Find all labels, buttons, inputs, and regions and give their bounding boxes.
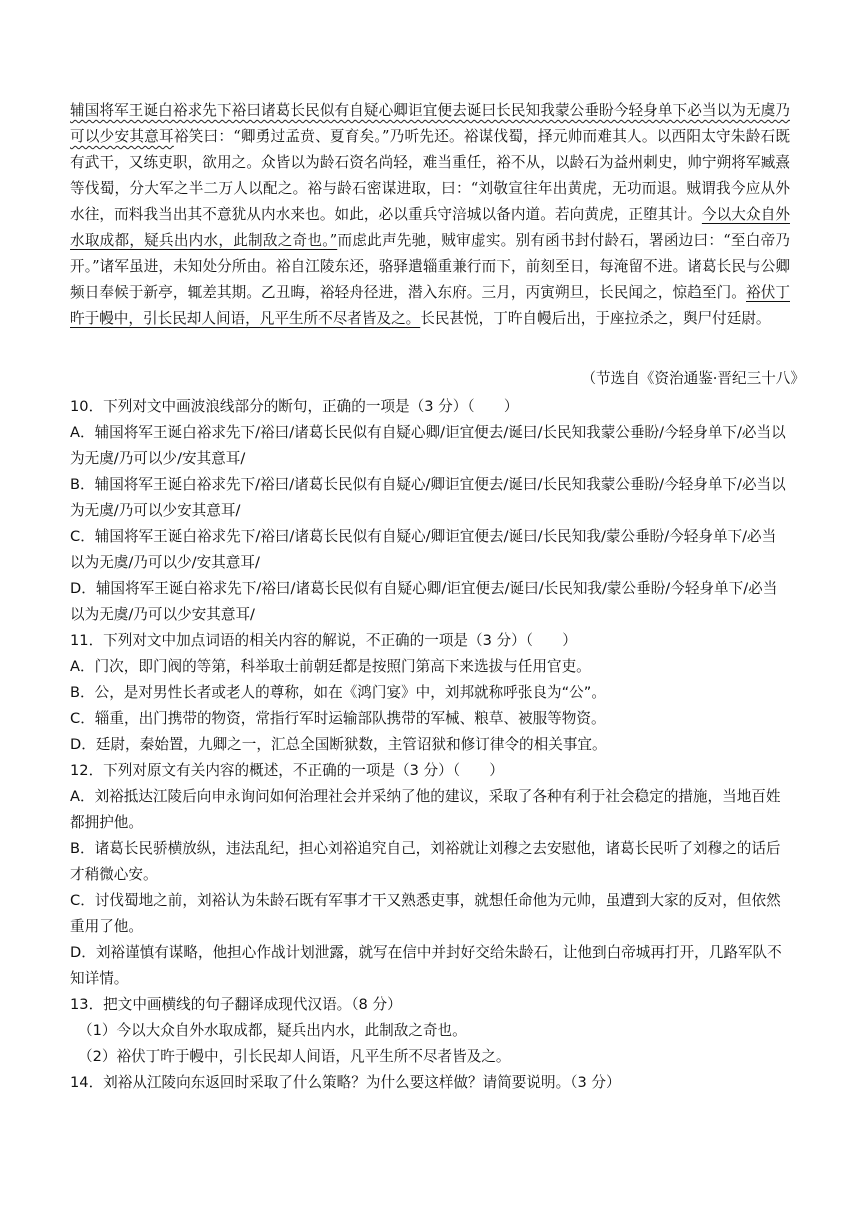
question-option: A．刘裕抵达江陵后向申永询问如何治理社会并采纳了他的建议，采取了各种有利于社会稳定的措施，当地百姓都拥护他。 xyxy=(70,788,781,831)
question-option: D．辅国将军王诞白裕求先下/裕曰/诸葛长民似有自疑心卿/讵宜便去/诞曰/长民知我/蒙公垂盼/今轻身单下/必当以为无虞/乃可以少安其意耳/ xyxy=(70,580,778,623)
question-stem: 10．下列对文中画波浪线部分的断句，正确的一项是（3 分）（ ） xyxy=(70,398,519,415)
wavy-underlined-text: 辅国将军王诞白裕求先下裕曰诸葛长民似有自疑心卿讵宜便去诞曰长民知我蒙公垂盼今轻身单下必当以为无虞乃可以少安其意耳 xyxy=(70,102,790,145)
question-option: A．门次，即门阀的等第，科举取士前朝廷都是按照门第高下来选拔与任用官吏。 xyxy=(70,658,591,675)
question-stem: 13．把文中画横线的句子翻译成现代汉语。（8 分） xyxy=(70,996,402,1013)
question-option: （1）今以大众自外水取成都，疑兵出内水，此制敌之奇也。 xyxy=(78,1022,467,1039)
passage xyxy=(70,98,790,332)
question-option: A．辅国将军王诞白裕求先下/裕曰/诸葛长民似有自疑心卿/讵宜便去/诞曰/长民知我蒙公垂盼/今轻身单下/必当以为无虞/乃可以少/安其意耳/ xyxy=(70,424,786,467)
passage-text: 而虑此声先驰，贼审虚实。别有函书封付龄石，署函边曰：“至白帝乃开。”诸军虽进，未知处分所由。裕自江陵东还，骆驿遣辎重兼行而下，前刻至日，每淹留不进。诸葛长民与公卿频日奉候于新亭，辄差其期。乙丑晦，裕轻舟径进，潜入东府。三月，丙寅朔旦，长民闻之，惊趋至门。 xyxy=(70,232,790,301)
question-option: C．辅国将军王诞白裕求先下/裕曰/诸葛长民似有自疑心/卿讵宜便去/诞曰/长民知我/蒙公垂盼/今轻身单下/必当以为无虞/乃可以少/安其意耳/ xyxy=(70,528,777,571)
question-stem: 14．刘裕从江陵向东返回时采取了什么策略？为什么要这样做？请简要说明。（3 分） xyxy=(70,1074,621,1091)
underlined-sentence-1: 今以大众自外水取成都，疑兵出内水，此制敌之奇也。” xyxy=(70,206,790,249)
question-option: C．辎重，出门携带的物资，常指行军时运输部队携带的军械、粮草、被服等物资。 xyxy=(70,710,606,727)
passage-text: 长民甚悦，丁旿自幔后出，于座拉杀之，舆尸付廷尉。 xyxy=(420,310,771,327)
passage-source: （节选自《资治通鉴·晋纪三十八》 xyxy=(581,370,805,387)
question-option: （2）裕伏丁旿于幔中，引长民却人间语，凡平生所不尽者皆及之。 xyxy=(78,1048,511,1065)
passage-paragraph xyxy=(70,98,790,332)
question-option: D．刘裕谨慎有谋略，他担心作战计划泄露，就写在信中并封好交给朱龄石，让他到白帝城再打开，几路军队不知详情。 xyxy=(70,944,782,987)
questions-section xyxy=(70,394,790,1096)
question-stem: 11．下列对文中加点词语的相关内容的解说，不正确的一项是（3 分）（ ） xyxy=(70,632,577,649)
question-option: B．诸葛长民骄横放纵，违法乱纪，担心刘裕追究自己，刘裕就让刘穆之去安慰他，诸葛长民听了刘穆之的话后才稍微心安。 xyxy=(70,840,781,883)
question-option: B．公，是对男性长者或老人的尊称，如在《鸿门宴》中，刘邦就称呼张良为“公”。 xyxy=(70,684,606,701)
question-option: C．讨伐蜀地之前，刘裕认为朱龄石既有军事才干又熟悉吏事，就想任命他为元帅，虽遭到大家的反对，但依然重用了他。 xyxy=(70,892,781,935)
passage-text: 裕笑曰：“卿勇过孟贲、夏育矣。”乃听先还。裕谋伐蜀，择元帅而难其人。以西阳太守朱龄石既有武干，又练吏职，欲用之。众皆以为龄石资名尚轻，难当重任，裕不从，以龄石为益州刺史，帅宁朔将军臧熹等伐蜀，分大军之半二万人以配之。裕与龄石密谋进取，曰：“刘敬宣往年出黄虎，无功而退。贼谓我今应从外水往，而料我当出其不意犹从内水来也。如此，必以重兵守涪城以备内道。若向黄虎，正堕其计。 xyxy=(70,128,790,223)
question-option: D．廷尉，秦始置，九卿之一，汇总全国断狱数，主管诏狱和修订律令的相关事宜。 xyxy=(70,736,607,753)
underlined-sentence-2: 裕伏丁旿于幔中，引长民却人间语，凡平生所不尽者皆及之。 xyxy=(70,284,790,327)
question-stem: 12．下列对原文有关内容的概述，不正确的一项是（3 分）（ ） xyxy=(70,762,504,779)
question-option: B．辅国将军王诞白裕求先下/裕曰/诸葛长民似有自疑心/卿讵宜便去/诞曰/长民知我蒙公垂盼/今轻身单下/必当以为无虞/乃可以少安其意耳/ xyxy=(70,476,786,519)
